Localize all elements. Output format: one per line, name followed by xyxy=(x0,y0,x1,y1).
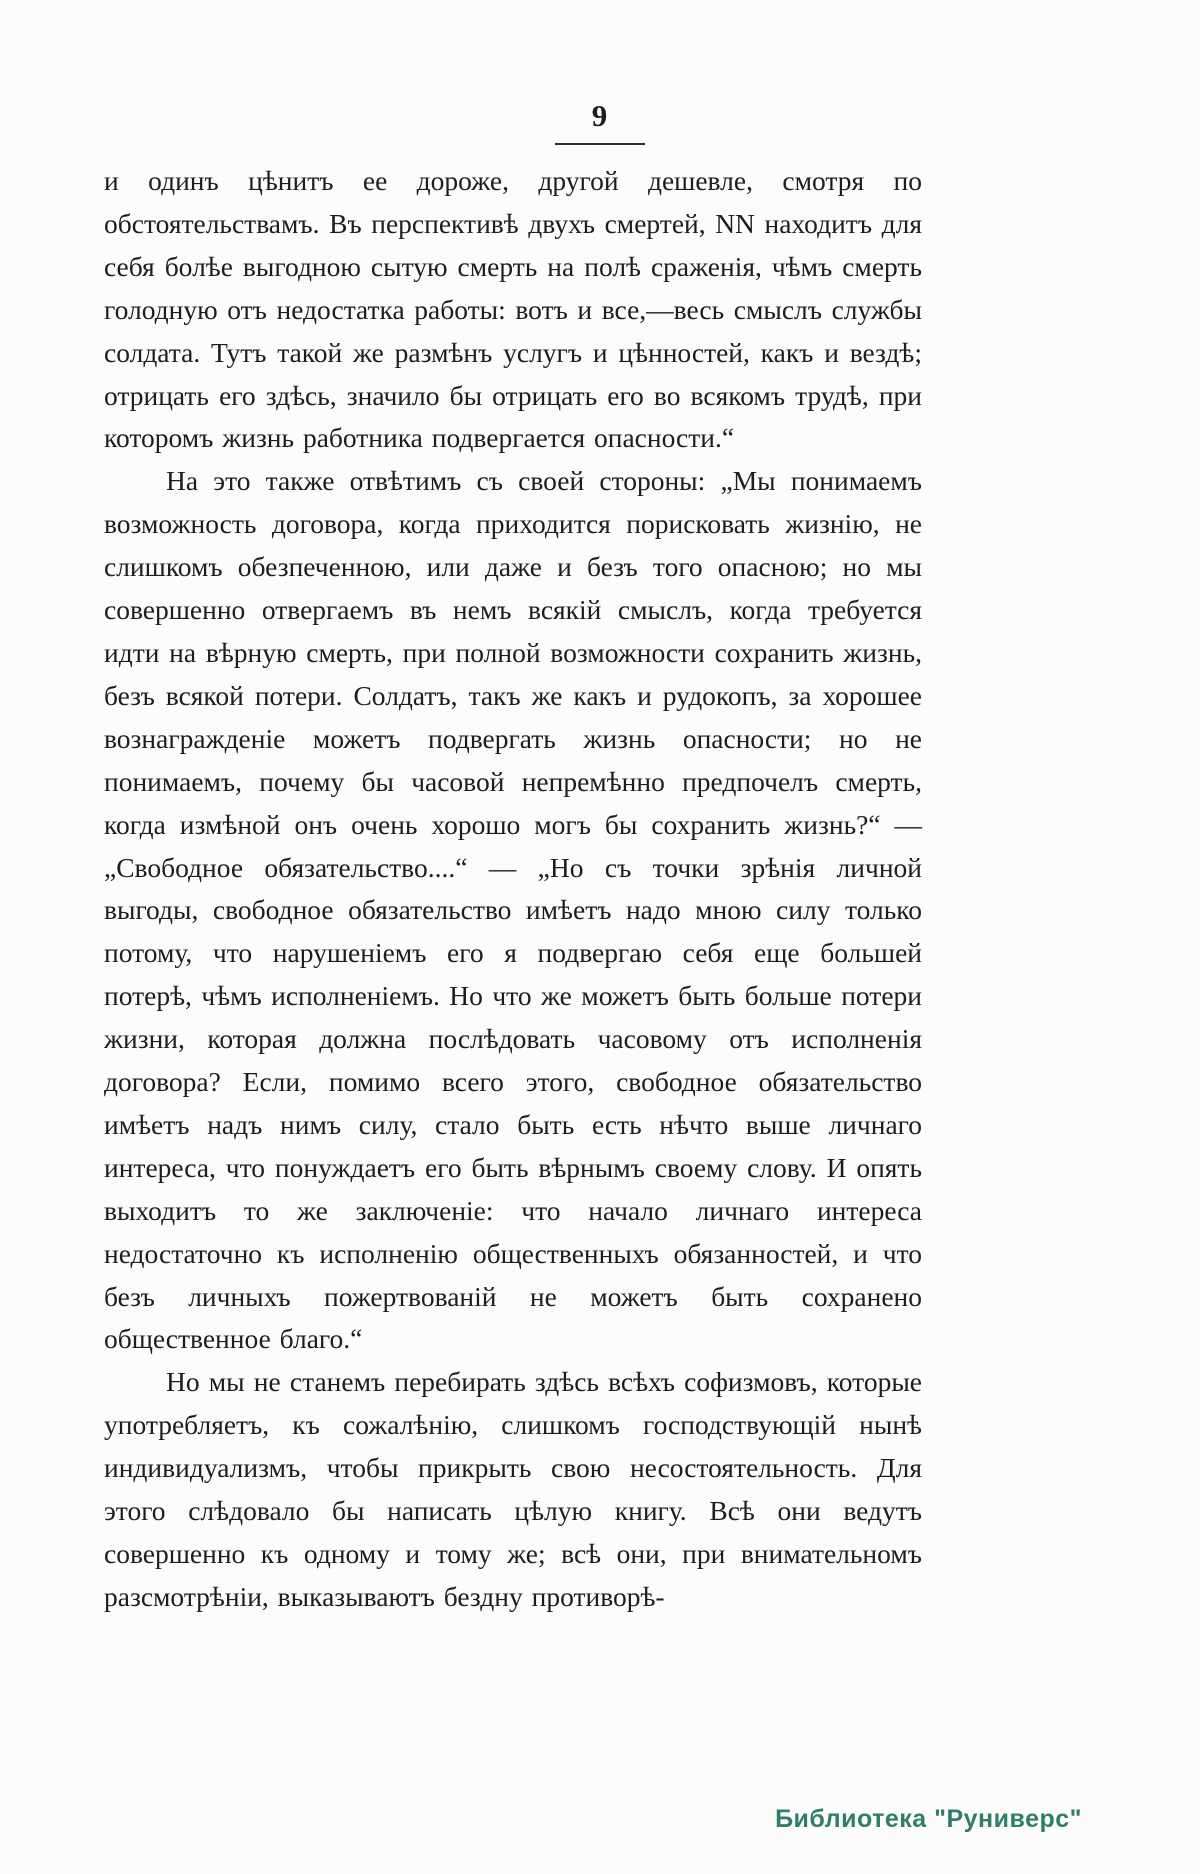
page-header xyxy=(0,98,1200,145)
page-number-rule xyxy=(555,143,645,145)
page-number: 9 xyxy=(591,98,609,133)
body-text xyxy=(104,160,922,1619)
paragraph-2: На это также отвѣтимъ съ своей стороны: „Мы понимаемъ возможность договора, когда приходится порисковать жизнію, не слишкомъ обезпеченною, или даже и безъ того опасною; но мы совершенно отвергаемъ въ немъ всякій смыслъ, когда требуется идти на вѣрную смерть, при полной возможности сохранить жизнь, безъ всякой потери. Солдатъ, такъ же какъ и рудокопъ, за хорошее вознагражденіе можетъ подвергать жизнь опасности; но не понимаемъ, почему бы часовой непремѣнно предпочелъ смерть, когда измѣной онъ очень хорошо могъ бы сохранить жизнь?“ — „Свободное обязательство....“ — „Но съ точки зрѣнія личной выгоды, свободное обязательство имѣетъ надо мною силу только потому, что нарушеніемъ его я подвергаю себя еще большей потерѣ, чѣмъ исполненіемъ. Но что же можетъ быть больше потери жизни, которая должна послѣдовать часовому отъ исполненія договора? Если, помимо всего этого, свободное обязательство имѣетъ надъ нимъ силу, стало быть есть нѣчто выше личнаго интереса, что понуждаетъ его быть вѣрнымъ своему слову. И опять выходитъ то же заключеніе: что начало личнаго интереса недостаточно къ исполненію общественныхъ обязанностей, и что безъ личныхъ пожертвованій не можетъ быть сохранено общественное благо.“ xyxy=(104,465,922,1355)
paragraph-3: Но мы не станемъ перебирать здѣсь всѣхъ софизмовъ, которые употребляетъ, къ сожалѣнію, слишкомъ господствующій нынѣ индивидуализмъ, чтобы прикрыть свою несостоятельность. Для этого слѣдовало бы написать цѣлую книгу. Всѣ они ведутъ совершенно къ одному и тому же; всѣ они, при внимательномъ разсмотрѣніи, выказываютъ бездну противорѣ- xyxy=(104,1366,922,1612)
library-watermark: Библиотека "Руниверс" xyxy=(775,1805,1082,1833)
paragraph-1: и одинъ цѣнитъ ее дороже, другой дешевле, смотря по обстоятельствамъ. Въ перспективѣ двухъ смертей, NN находитъ для себя болѣе выгодною сытую смерть на полѣ сраженія, чѣмъ смерть голодную отъ недостатка работы: вотъ и все,—весь смыслъ службы солдата. Тутъ такой же размѣнъ услугъ и цѣнностей, какъ и вездѣ; отрицать его здѣсь, значило бы отрицать его во всякомъ трудѣ, при которомъ жизнь работника подвергается опасности.“ xyxy=(104,165,922,454)
